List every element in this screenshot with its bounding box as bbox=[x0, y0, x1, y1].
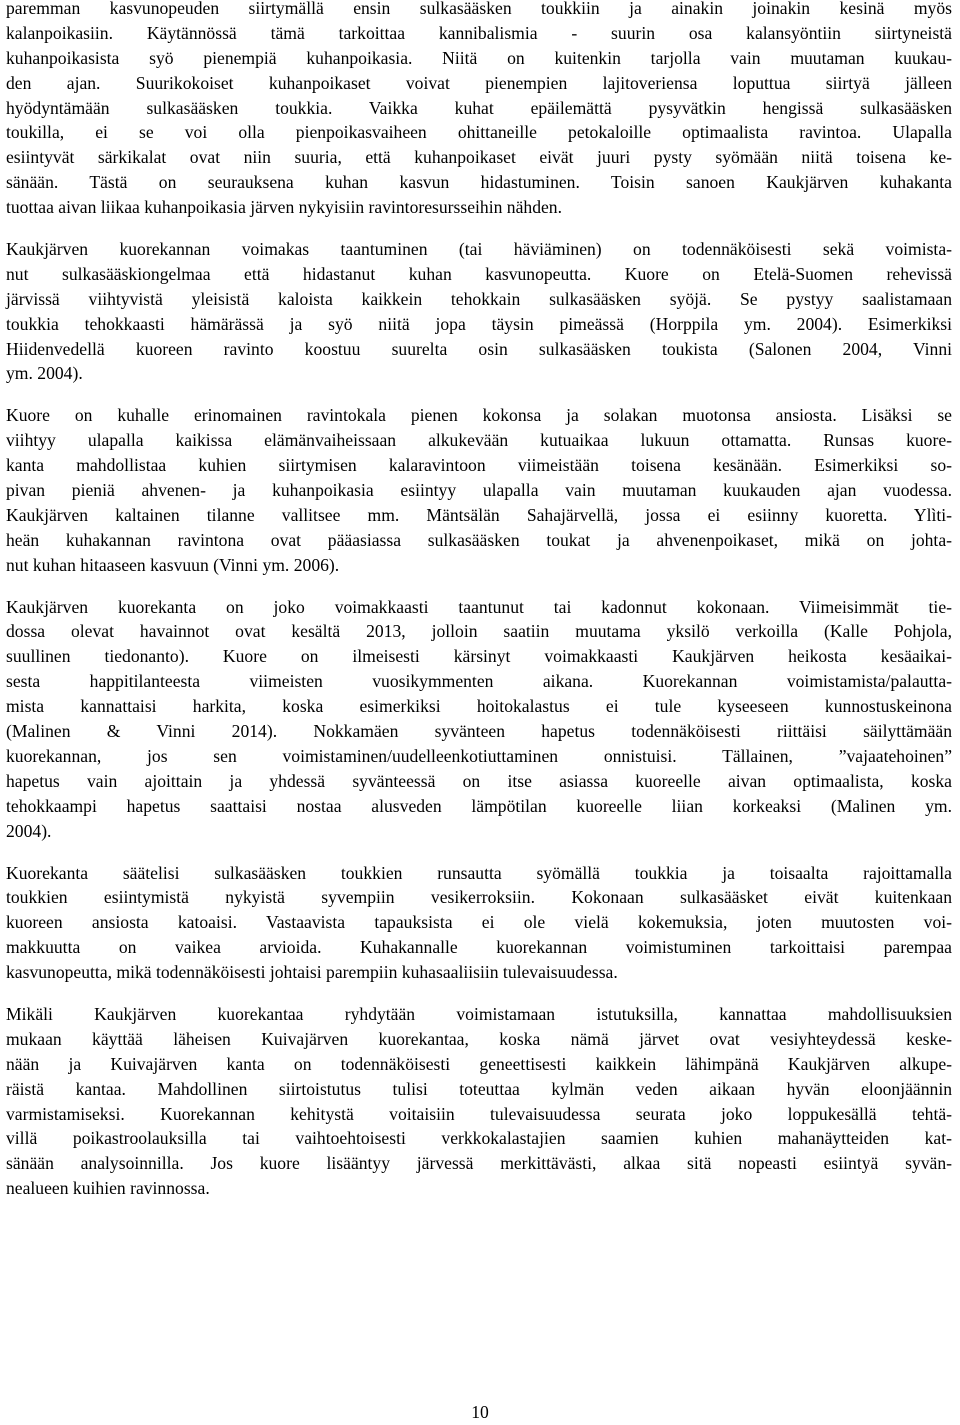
text-line: hyödyntämään sulkasääsken toukkia. Vaikka kuhat epäilemättä pysyvätkin hengissä sulkasääsken bbox=[6, 97, 952, 118]
text-line: pivan pieniä ahvenen- ja kuhanpoikasia esiintyy ulapalla vain muutaman kuukauden ajan vuodessa. bbox=[6, 480, 952, 501]
text-line: esiintyvät särkikalat ovat niin suuria, että kuhanpoikaset eivät juuri pysty syömään niitä toisena ke- bbox=[6, 147, 952, 168]
paragraph-2 bbox=[6, 237, 952, 386]
document-body bbox=[6, 0, 952, 1218]
text-line: kanta mahdollistaa kuhien siirtymisen kalaravintoon viimeistään toisena kesänään. Esimerkiksi so- bbox=[6, 455, 952, 476]
text-line: dossa olevat havainnot ovat kesältä 2013, jolloin saatiin muutama yksilö verkoilla (Kalle Pohjola, bbox=[6, 621, 952, 642]
text-line: sänään analysoinnilla. Jos kuore lisääntyy järvessä merkittävästi, alkaa sitä nopeasti esiintyä syvän- bbox=[6, 1153, 952, 1174]
text-line: räistä kantaa. Mahdollinen siirtoistutus tulisi toteuttaa kylmän veden aikaan hyvän eloonjäännin bbox=[6, 1078, 952, 1099]
paragraph-3 bbox=[6, 403, 952, 577]
paragraph-1 bbox=[6, 0, 952, 220]
text-line: toukilla, ei se voi olla pienpoikasvaiheen ohittaneille petokaloille optimaalista ravintoa. Ulapalla bbox=[6, 122, 952, 143]
text-line: nut kuhan hitaaseen kasvuun (Vinni ym. 2006). bbox=[6, 554, 340, 575]
paragraph-4 bbox=[6, 595, 952, 844]
text-line: hapetus vain ajoittain ja yhdessä syvänteessä on itse asiassa kuoreelle aivan optimaalista, koska bbox=[6, 770, 952, 791]
text-line: kuhanpoikasista syö pienempiä kuhanpoikasia. Niitä on kuitenkin tarjolla vain muutaman kuukau- bbox=[6, 47, 952, 68]
text-line: kalanpoikasiin. Käytännössä tämä tarkoittaa kannibalismia - suurin osa kalansyöntiin siirtyneistä bbox=[6, 22, 952, 43]
text-line: kuoreen ansiosta katoaisi. Vastaavista tapauksista ei ole vielä kokemuksia, joten muutosten voi- bbox=[6, 912, 952, 933]
text-line: Kuore on kuhalle erinomainen ravintokala pienen kokonsa ja solakan muotonsa ansiosta. Lisäksi se bbox=[6, 405, 952, 426]
text-line: sänään. Tästä on seurauksena kuhan kasvun hidastuminen. Toisin sanoen Kaukjärven kuhakanta bbox=[6, 172, 952, 193]
text-line: villä poikastroolauksilla tai vaihtoehtoisesti verkkokalastajien saamien kuhien mahanäytteiden kat- bbox=[6, 1128, 952, 1149]
text-line: Kaukjärven kuorekanta on joko voimakkaasti taantunut tai kadonnut kokonaan. Viimeisimmät tie- bbox=[6, 596, 952, 617]
text-line: ym. 2004). bbox=[6, 363, 83, 384]
text-line: Mikäli Kaukjärven kuorekantaa ryhdytään voimistamaan istutuksilla, kannattaa mahdollisuuksien bbox=[6, 1003, 952, 1024]
text-line: Kuorekanta säätelisi sulkasääsken toukkien runsautta syömällä toukkia ja toisaalta rajoittamalla bbox=[6, 862, 952, 883]
text-line: suullinen tiedonanto). Kuore on ilmeisesti kärsinyt voimakkaasti Kaukjärven heikosta kesäaikai- bbox=[6, 646, 952, 667]
text-line: paremman kasvunopeuden siirtymällä ensin sulkasääsken toukkiin ja ainakin joinakin kesinä myös bbox=[6, 0, 952, 18]
text-line: Hiidenvedellä kuoreen ravinto koostuu suurelta osin sulkasääsken toukista (Salonen 2004, Vinni bbox=[6, 338, 952, 359]
page-number: 10 bbox=[471, 1402, 489, 1422]
text-line: varmistamiseksi. Kuorekannan kehitystä voitaisiin tulevaisuudessa seurata joko loppukesällä tehtä- bbox=[6, 1103, 952, 1124]
text-line: nealueen kuihien ravinnossa. bbox=[6, 1178, 210, 1199]
text-line: den ajan. Suurikokoiset kuhanpoikaset voivat pienempien lajitoveriensa loputtua siirtyä jälleen bbox=[6, 72, 952, 93]
text-line: tehokkaampi hapetus saattaisi nostaa alusveden lämpötilan kuoreelle liian korkeaksi (Malinen ym. bbox=[6, 795, 952, 816]
text-line: nään ja Kuivajärven kanta on todennäköisesti geneettisesti kaikkein lähimpänä Kaukjärven alkupe- bbox=[6, 1053, 952, 1074]
text-line: tuottaa aivan liikaa kuhanpoikasia järven nykyisiin ravintoresursseihin nähden. bbox=[6, 197, 563, 218]
text-line: kasvunopeutta, mikä todennäköisesti johtaisi parempiin kuhasaaliisiin tulevaisuudessa. bbox=[6, 962, 618, 983]
text-line: järvissä viihtyvistä yleisistä kaloista kaikkein tehokkain sulkasääsken syöjä. Se pystyy saalistamaan bbox=[6, 288, 952, 309]
text-line: toukkien esiintymistä nykyistä syvempiin vesikerroksiin. Kokonaan sulkasääsket eivät kuitenkaan bbox=[6, 887, 952, 908]
paragraph-6 bbox=[6, 1002, 952, 1201]
text-line: sesta happitilanteesta viimeisten vuosikymmenten aikana. Kuorekannan voimistamista/palautta- bbox=[6, 671, 952, 692]
text-line: heän kuhakannan ravintona ovat pääasiassa sulkasääsken toukat ja ahvenenpoikaset, mikä on johta- bbox=[6, 529, 952, 550]
text-line: mukaan käyttää läheisen Kuivajärven kuorekantaa, koska nämä järvet ovat vesiyhteydessä keske- bbox=[6, 1028, 952, 1049]
text-line: Kaukjärven kaltainen tilanne vallitsee mm. Mäntsälän Sahajärvellä, jossa ei esiinny kuoretta. Ylìti- bbox=[6, 504, 952, 525]
text-line: mista kannattaisi harkita, koska esimerkiksi hoitokalastus ei tule kyseeseen kunnostuskeinona bbox=[6, 696, 952, 717]
text-line: toukkia tehokkaasti hämärässä ja syö niitä jopa täysin pimeässä (Horppila ym. 2004). Esimerkiksi bbox=[6, 313, 952, 334]
text-line: (Malinen & Vinni 2014). Nokkamäen syvänteen hapetus todennäköisesti riittäisi säilyttämään bbox=[6, 721, 952, 742]
text-line: Kaukjärven kuorekannan voimakas taantuminen (tai häviäminen) on todennäköisesti sekä voimista- bbox=[6, 239, 952, 260]
text-line: nut sulkasääskiongelmaa että hidastanut kuhan kasvunopeutta. Kuore on Etelä-Suomen rehevissä bbox=[6, 263, 952, 284]
text-line: kuorekannan, jos sen voimistaminen/uudelleenkotiuttaminen onnistuisi. Tällainen, ”vajaatehoinen” bbox=[6, 745, 952, 766]
text-line: 2004). bbox=[6, 820, 52, 841]
text-line: viihtyy ulapalla kaikissa elämänvaiheissaan alkukevään kutuaikaa lukuun ottamatta. Runsas kuore- bbox=[6, 430, 952, 451]
paragraph-5 bbox=[6, 861, 952, 985]
text-line: makkuutta on vaikea arvioida. Kuhakannalle kuorekannan voimistuminen tarkoittaisi parempaa bbox=[6, 937, 952, 958]
